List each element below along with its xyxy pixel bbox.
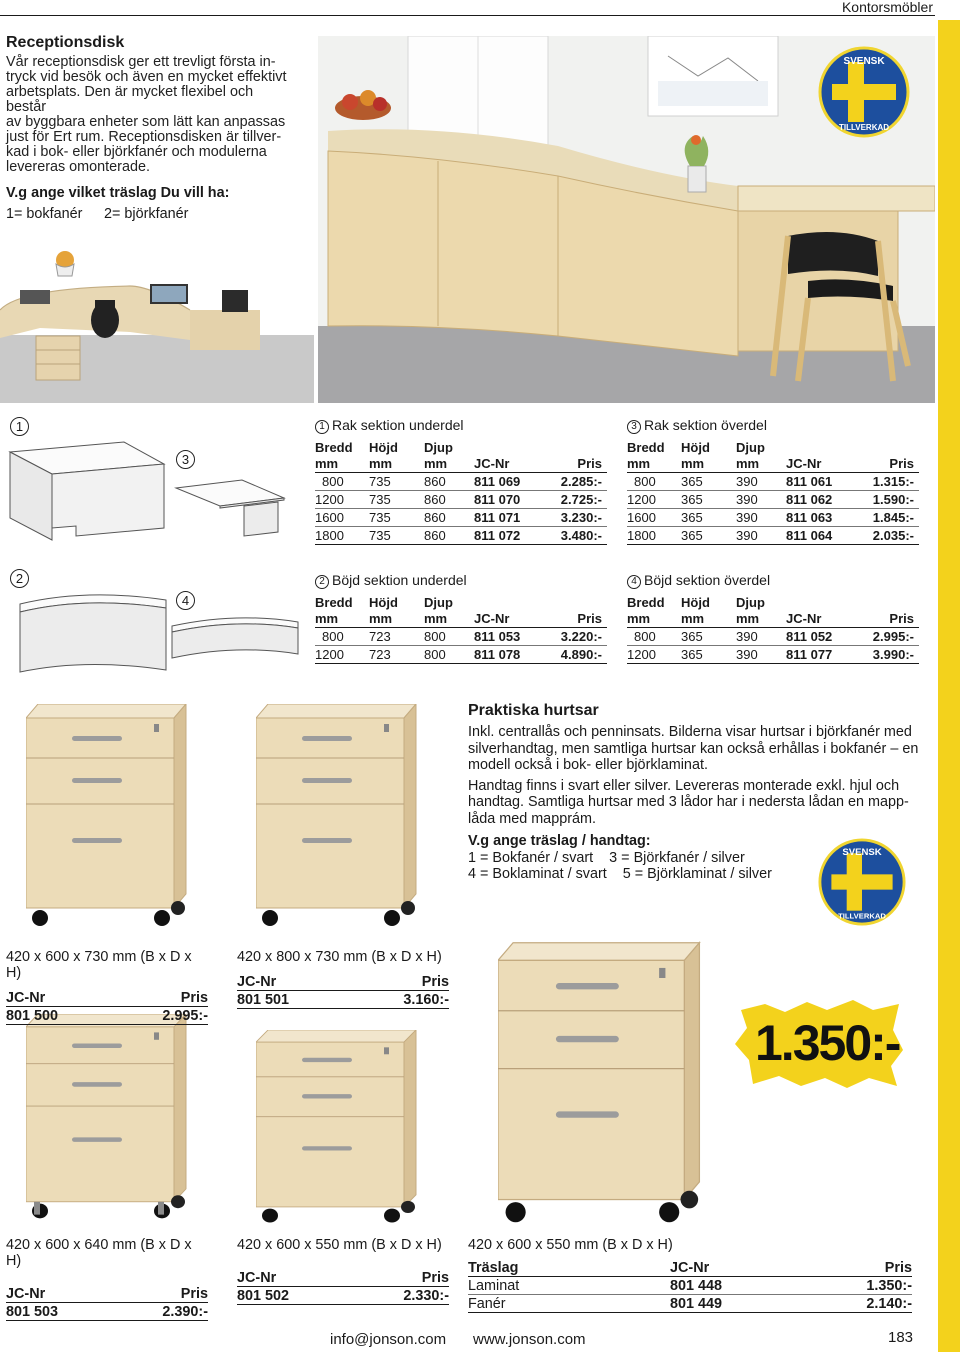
intro-line: tryck vid besök och även en mycket effektivt [6, 69, 287, 85]
text-line: handtag. Samtliga hurtsar med 3 lådor har i nedersta lådan en mapp- [468, 794, 909, 810]
spec-header-row: Träslag JC-Nr Pris [468, 1260, 912, 1276]
reception-title: Receptionsdisk [6, 34, 125, 51]
table-row: 800 365 390 811 061 1.315:- [627, 473, 919, 491]
product-dims: 420 x 600 x 550 mm (B x D x H) [237, 1237, 442, 1253]
diagram-marker-4: 4 [176, 591, 198, 611]
product-dims: 420 x 800 x 730 mm (B x D x H) [237, 949, 442, 965]
straight-upper-module-drawing [176, 480, 284, 536]
yellow-side-bar [938, 20, 960, 1352]
diagram-marker-2: 2 [10, 569, 32, 589]
product-dims: 420 x 600 x 730 mm (B x D x H) [6, 949, 192, 981]
spec-header-row: JC-Nr Pris [6, 990, 208, 1006]
product-dims: 420 x 600 x 550 mm (B x D x H) [468, 1237, 673, 1253]
table-row: 1200 365 390 811 077 3.990:- [627, 646, 919, 664]
intro-line: av byggbara enheter som lätt kan anpassas [6, 114, 286, 130]
intro-line: arbetsplats. Den är mycket flexibel och består [6, 84, 254, 115]
option-prompt: V.g ange träslag / handtag: [468, 833, 651, 849]
spec-row: Laminat 801 448 1.350:- [468, 1278, 912, 1294]
curved-lower-module-drawing [20, 595, 166, 672]
badge-top-text: SVENSK [842, 847, 882, 859]
table-row: 1200 723 800 811 078 4.890:- [315, 646, 607, 664]
option-line: 4 = Boklaminat / svart 5 = Björklaminat / silver [468, 866, 772, 882]
spec-header-row: JC-Nr Pris [237, 1270, 449, 1286]
page-number: 183 [888, 1329, 914, 1346]
badge-top-text: SVENSK [843, 56, 885, 67]
table-row: 1600 735 860 811 071 3.230:- [315, 509, 607, 527]
category-label: Kontorsmöbler [841, 0, 933, 15]
table-header-row-2: mm mm mm JC-Nr Pris [627, 455, 919, 473]
table-header-row-1: Bredd Höjd Djup [627, 595, 765, 610]
diagram-marker-1: 1 [10, 417, 32, 437]
table-row: 1800 735 860 811 072 3.480:- [315, 527, 607, 545]
product-801500 [6, 949, 208, 1025]
table-header-row-1: Bredd Höjd Djup [315, 440, 453, 455]
option-line: 1 = Bokfanér / svart 3 = Björkfanér / silver [468, 849, 745, 866]
table-rak-overdel [627, 417, 919, 545]
curved-upper-module-drawing [172, 618, 298, 658]
table-row: 1600 365 390 811 063 1.845:- [627, 509, 919, 527]
badge-bottom-text: TILLVERKAD [838, 911, 886, 921]
text-line: silverhandtag, men samtliga hurtsar kan också erhållas i bokfanér – en [468, 740, 919, 757]
reception-overview-photo [0, 240, 314, 403]
product-801448-449 [468, 1237, 912, 1313]
product-801503 [6, 1237, 208, 1321]
text-line: Handtag finns i svart eller silver. Levereras monterade exkl. hjul och [468, 777, 900, 794]
wood-prompt: V.g ange vilket träslag Du vill ha: [6, 185, 230, 201]
spec-row: Fanér 801 449 2.140:- [468, 1296, 912, 1312]
table-header-row-1: Bredd Höjd Djup [627, 440, 765, 455]
table-title: 2 Böjd sektion underdel [315, 572, 607, 589]
pedestal-image-801501 [256, 704, 426, 935]
spec-header-row: JC-Nr Pris [6, 1286, 208, 1302]
pedestal-image-801502 [256, 1030, 426, 1231]
table-header-row-1: Bredd Höjd Djup [315, 595, 453, 610]
spec-row: 801 500 2.995:- [6, 1008, 208, 1024]
hurtsar-title: Praktiska hurtsar [468, 702, 599, 719]
footer-email[interactable]: info@jonson.com [330, 1331, 447, 1348]
table-header-row-2: mm mm mm JC-Nr Pris [627, 610, 919, 628]
promo-price-burst [735, 1000, 905, 1088]
straight-lower-module-drawing [10, 442, 164, 540]
spec-row: 801 501 3.160:- [237, 992, 449, 1008]
spec-row: 801 502 2.330:- [237, 1288, 449, 1304]
table-title: 1 Rak sektion underdel [315, 417, 607, 434]
text-line: låda med mapprám. [468, 810, 596, 827]
promo-price: 1.350:- [755, 1015, 900, 1071]
table-row: 800 365 390 811 052 2.995:- [627, 628, 919, 646]
intro-line: levereras omonterade. [6, 159, 150, 175]
pedestal-image-801448 [498, 940, 712, 1235]
table-row: 800 735 860 811 069 2.285:- [315, 473, 607, 491]
table-row: 1800 365 390 811 064 2.035:- [627, 527, 919, 545]
pedestal-image-801503 [26, 1014, 196, 1227]
footer-website[interactable]: www.jonson.com [473, 1331, 586, 1348]
pedestal-image-801500 [26, 704, 196, 935]
intro-line: kad i bok- eller björkfanér och modulerna [6, 144, 267, 160]
text-line: modell också i bok- eller björklaminat. [468, 757, 708, 773]
module-drawings [6, 440, 306, 680]
table-bojd-underdel [315, 572, 607, 664]
table-header-row-2: mm mm mm JC-Nr Pris [315, 610, 607, 628]
table-header-row-2: mm mm mm JC-Nr Pris [315, 455, 607, 473]
page-header [0, 0, 935, 16]
table-bojd-overdel [627, 572, 919, 664]
diagram-marker-3: 3 [176, 450, 198, 470]
table-row: 1200 735 860 811 070 2.725:- [315, 491, 607, 509]
table-rak-underdel [315, 417, 607, 545]
table-row: 800 723 800 811 053 3.220:- [315, 628, 607, 646]
product-801502 [237, 1237, 449, 1305]
table-title: 4 Böjd sektion överdel [627, 572, 919, 589]
spec-header-row: JC-Nr Pris [237, 974, 449, 990]
wood-option-2: 2= björkfanér [104, 206, 189, 222]
badge-bottom-text: TILLVERKAD [838, 123, 890, 132]
swedish-made-badge [818, 46, 910, 138]
wood-option-1: 1= bokfanér [6, 206, 83, 222]
intro-line: Vår receptionsdisk ger ett trevligt första in- [6, 54, 276, 70]
reception-intro [6, 55, 296, 175]
spec-row: 801 503 2.390:- [6, 1304, 208, 1320]
table-title: 3 Rak sektion överdel [627, 417, 919, 434]
product-801501 [237, 949, 449, 1009]
intro-line: just för Ert rum. Receptionsdisken är tillver- [6, 129, 282, 145]
swedish-made-badge [818, 838, 906, 926]
text-line: Inkl. centrallås och penninsats. Bilderna visar hurtsar i björkfanér med [468, 724, 912, 740]
table-row: 1200 365 390 811 062 1.590:- [627, 491, 919, 509]
product-dims: 420 x 600 x 640 mm (B x D x H) [6, 1237, 192, 1269]
